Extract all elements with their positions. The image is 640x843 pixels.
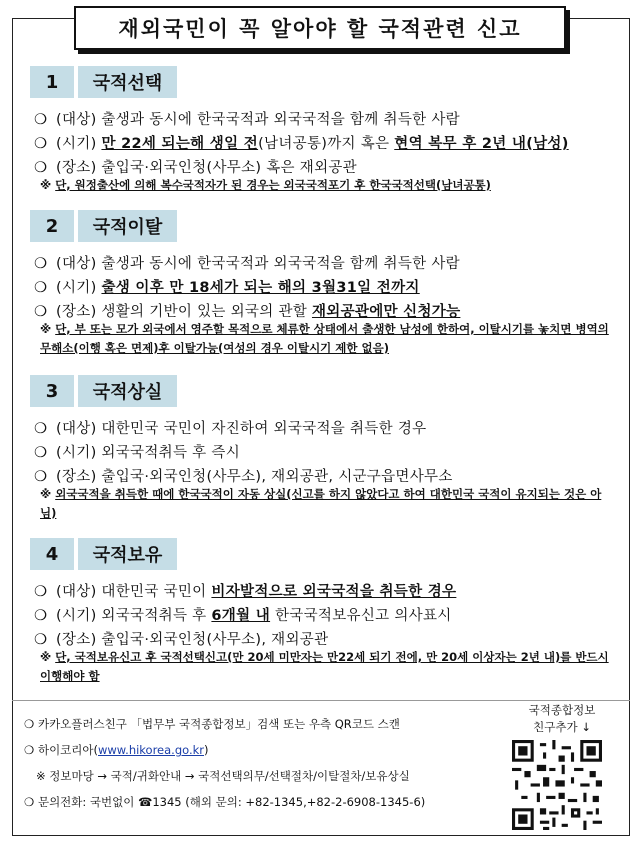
- line-target: ❍ (대상) 대한민국 국민이 자진하여 외국국적을 취득한 경우: [34, 421, 427, 437]
- section-number: 2: [30, 210, 74, 242]
- section-nationality-selection: [30, 66, 620, 196]
- line-target: ❍ (대상) 출생과 동시에 한국국적과 외국국적을 함께 취득한 사람: [34, 112, 460, 128]
- section-nationality-loss: [30, 375, 620, 525]
- line-place: ❍ (장소) 출입국·외국인청(사무소), 재외공관: [34, 632, 329, 648]
- hikorea-link[interactable]: www.hikorea.go.kr: [98, 743, 205, 757]
- footer-kakao: ❍ 카카오플러스친구 「법무부 국적종합정보」검색 또는 우측 QR코드 스캔: [24, 717, 400, 731]
- line-place: ❍ (장소) 출입국·외국인청(사무소) 혹은 재외공관: [34, 160, 357, 176]
- section-note: ※ 외국국적을 취득한 때에 한국국적이 자동 상실(신고를 하지 않았다고 하여 대한민국 국적이 유지되는 것은 아님): [40, 487, 602, 520]
- page-title: 재외국민이 꼭 알아야 할 국적관련 신고: [74, 6, 566, 50]
- section-title: 국적이탈: [78, 210, 177, 242]
- section-header: [30, 538, 620, 570]
- qr-code-icon[interactable]: [512, 740, 602, 830]
- section-title: 국적보유: [78, 538, 177, 570]
- footer-path: ※ 정보마당 → 국적/귀화안내 → 국적선택의무/선택절차/이탈절차/보유상실: [36, 769, 410, 783]
- section-number: 3: [30, 375, 74, 407]
- section-nationality-retention: [30, 538, 620, 688]
- line-timing: ❍ (시기) 만 22세 되는해 생일 전(남녀공통)까지 혹은 현역 복무 후 2년 내(남성): [34, 136, 569, 152]
- footer-contact: ❍ 문의전화: 국번없이 ☎1345 (해외 문의: +82-1345,+82-2-6908-1345-6): [24, 795, 426, 809]
- line-target: ❍ (대상) 출생과 동시에 한국국적과 외국국적을 함께 취득한 사람: [34, 256, 460, 272]
- section-note: ※ 단, 국적보유신고 후 국적선택신고(만 20세 미만자는 만22세 되기 전에, 만 20세 이상자는 2년 내)를 반드시 이행해야 함: [40, 650, 609, 683]
- section-note: ※ 단, 부 또는 모가 외국에서 영주할 목적으로 체류한 상태에서 출생한 남성에 한하여, 이탈시기를 놓치면 병역의무해소(이행 혹은 면제)후 이탈가능(여성의 경우 이탈시기 제한 없음): [40, 322, 609, 355]
- footer-divider: [12, 700, 630, 701]
- line-timing: ❍ (시기) 출생 이후 만 18세가 되는 해의 3월31일 전까지: [34, 280, 420, 296]
- footer-hikorea: ❍ 하이코리아(www.hikorea.go.kr): [24, 743, 209, 757]
- line-place: ❍ (장소) 출입국·외국인청(사무소), 재외공관, 시군구읍면사무소: [34, 469, 453, 485]
- line-place: ❍ (장소) 생활의 기반이 있는 외국의 관할 재외공관에만 신청가능: [34, 304, 461, 320]
- section-number: 4: [30, 538, 74, 570]
- section-title: 국적상실: [78, 375, 177, 407]
- line-timing: ❍ (시기) 외국국적취득 후 6개월 내 한국국적보유신고 의사표시: [34, 608, 452, 624]
- qr-label: 국적종합정보 친구추가 ↓: [528, 703, 596, 734]
- line-timing: ❍ (시기) 외국국적취득 후 즉시: [34, 445, 241, 461]
- section-header: [30, 66, 620, 98]
- section-nationality-renunciation: [30, 210, 620, 360]
- line-target: ❍ (대상) 대한민국 국민이 비자발적으로 외국국적을 취득한 경우: [34, 584, 457, 600]
- section-header: [30, 375, 620, 407]
- section-header: [30, 210, 620, 242]
- section-note: ※ 단, 원정출산에 의해 복수국적자가 된 경우는 외국국적포기 후 한국국적선택(남녀공통): [40, 178, 491, 192]
- section-number: 1: [30, 66, 74, 98]
- section-title: 국적선택: [78, 66, 177, 98]
